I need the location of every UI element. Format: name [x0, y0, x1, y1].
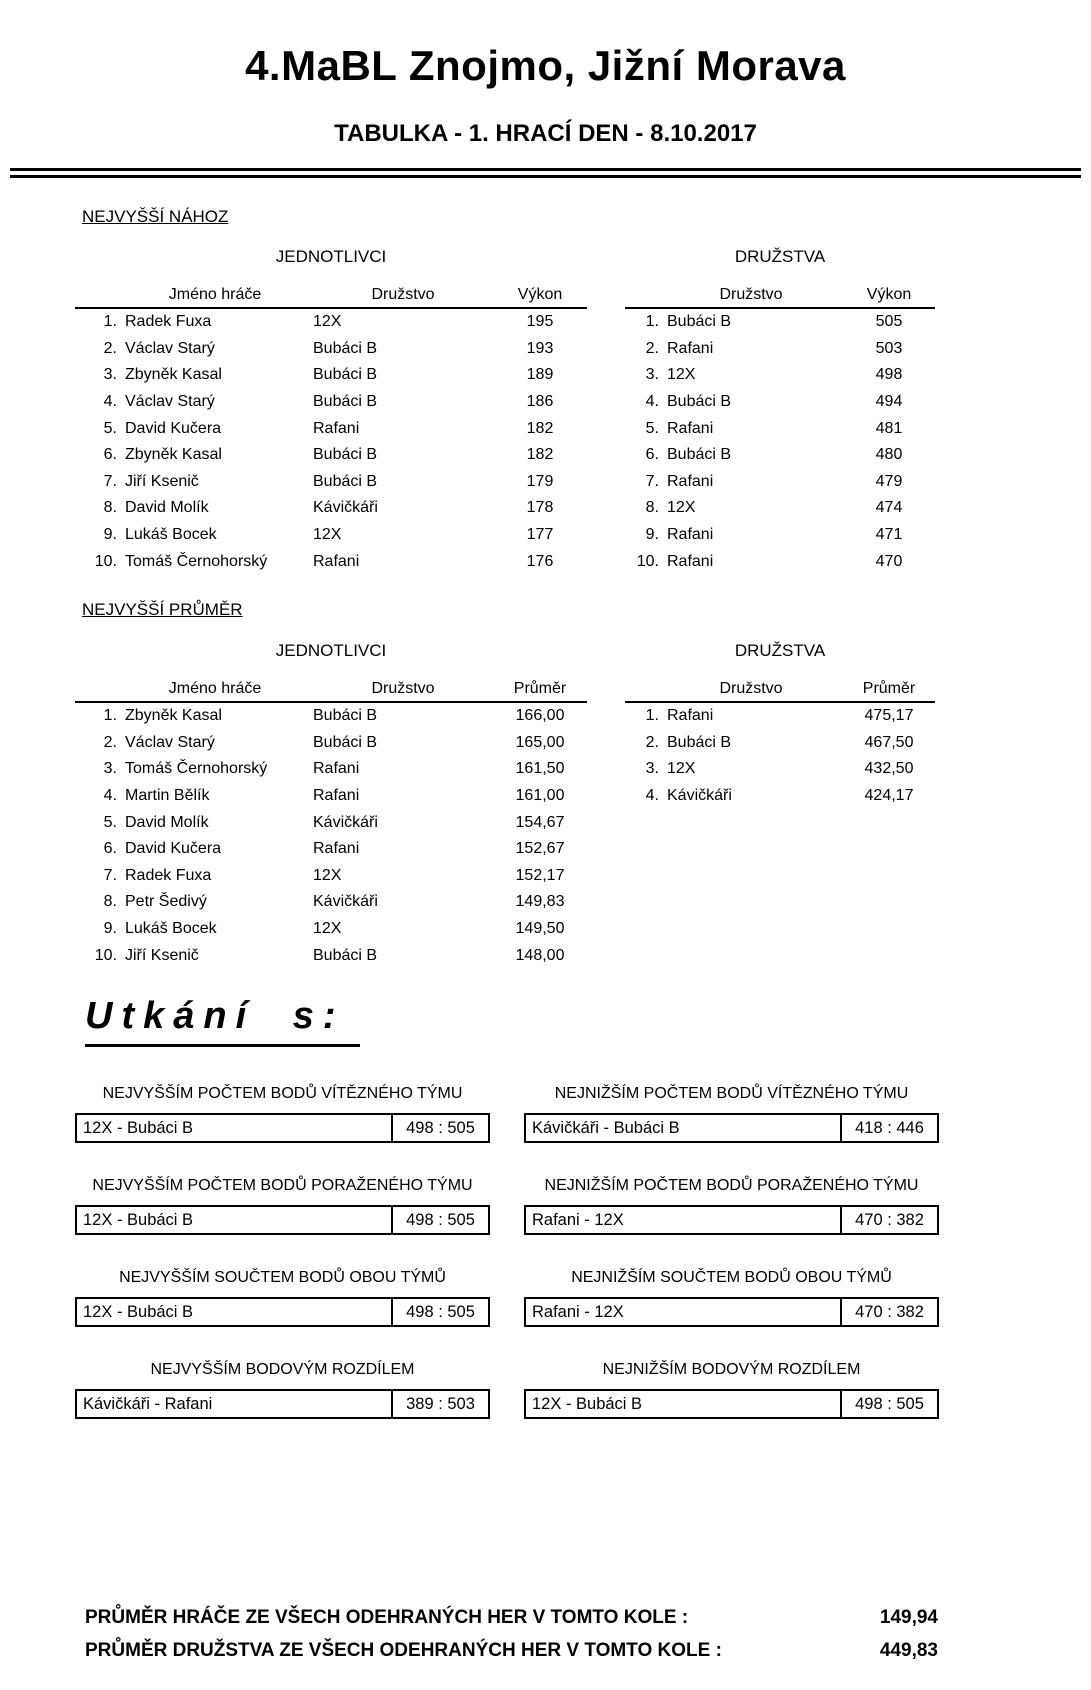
match-record [524, 1175, 939, 1235]
team-name: Kávičkáři [667, 787, 732, 805]
title-separator [10, 168, 1081, 178]
player-name: Václav Starý [125, 393, 215, 411]
rank: 7. [103, 866, 117, 884]
rank: 5. [103, 813, 117, 831]
match-score: 498 : 505 [391, 1115, 488, 1141]
rank: 2. [645, 733, 659, 751]
match-record-label: NEJNIŽŠÍM POČTEM BODŮ VÍTĚZNÉHO TÝMU [554, 1085, 909, 1102]
table-row [75, 548, 587, 575]
value: 149,83 [515, 893, 565, 911]
value: 471 [875, 526, 903, 544]
rank: 1. [103, 707, 117, 725]
player-name: Jiří Ksenič [125, 472, 199, 490]
player-name: Radek Fuxa [125, 313, 212, 331]
match-record [75, 1083, 490, 1143]
match-teams: 12X - Bubáci B [83, 1119, 194, 1137]
value: 498 [875, 366, 903, 384]
match-record [524, 1267, 939, 1327]
table-row [75, 889, 587, 916]
player-name: Zbyněk Kasal [125, 366, 222, 384]
table-header-row [75, 675, 587, 703]
match-record-box [524, 1205, 939, 1235]
rank: 7. [645, 472, 659, 490]
column-header-player-name: Jméno hráče [168, 680, 262, 697]
player-name: David Kučera [125, 840, 222, 858]
rank: 3. [645, 366, 659, 384]
match-record-label: NEJVYŠŠÍM POČTEM BODŮ PORAŽENÉHO TÝMU [92, 1177, 473, 1194]
section-heading-highest-average: NEJVYŠŠÍ PRŮMĚR [82, 600, 243, 619]
table-row [625, 442, 935, 469]
table-row [625, 548, 935, 575]
page-title: 4.MaBL Znojmo, Jižní Morava [245, 42, 846, 89]
team-name: Kávičkáři [313, 813, 378, 831]
rank: 3. [103, 366, 117, 384]
table-row [75, 309, 587, 336]
team-name: Rafani [667, 339, 714, 357]
match-record-box [524, 1389, 939, 1419]
table-row [75, 469, 587, 496]
value: 152,67 [515, 840, 565, 858]
table-header-row [625, 675, 935, 703]
team-name: Kávičkáři [313, 499, 378, 517]
match-record-label: NEJNIŽŠÍM BODOVÝM ROZDÍLEM [602, 1361, 861, 1378]
rank: 2. [645, 339, 659, 357]
rank: 9. [103, 920, 117, 938]
table-row [75, 522, 587, 549]
player-name: Václav Starý [125, 733, 215, 751]
table-row [75, 730, 587, 757]
table-row [625, 469, 935, 496]
team-name: Bubáci B [313, 707, 378, 725]
team-name: 12X [313, 920, 342, 938]
value: 481 [875, 419, 903, 437]
value: 475,17 [864, 707, 914, 725]
team-name: Bubáci B [313, 339, 378, 357]
value: 176 [526, 552, 554, 570]
match-record-label: NEJVYŠŠÍM SOUČTEM BODŮ OBOU TÝMŮ [119, 1269, 446, 1286]
match-record-box [75, 1389, 490, 1419]
value: 148,00 [515, 946, 565, 964]
rank: 4. [645, 393, 659, 411]
team-name: 12X [313, 313, 342, 331]
table-body [625, 309, 935, 575]
team-name: Bubáci B [667, 446, 732, 464]
team-name: Bubáci B [313, 366, 378, 384]
table-header-row [625, 281, 935, 309]
table-row [625, 783, 935, 810]
value: 195 [526, 313, 554, 331]
team-name: Bubáci B [313, 446, 378, 464]
table-row [625, 703, 935, 730]
caption-individuals: JEDNOTLIVCI [275, 247, 387, 266]
table-row [75, 362, 587, 389]
column-header-value: Výkon [517, 286, 563, 303]
summary-line [85, 1634, 938, 1667]
match-records-grid [75, 1083, 939, 1419]
rank: 10. [94, 946, 117, 964]
team-name: 12X [313, 866, 342, 884]
table-body [75, 703, 587, 969]
caption-teams: DRUŽSTVA [734, 641, 826, 660]
value: 161,00 [515, 787, 565, 805]
rank: 3. [103, 760, 117, 778]
match-record-label: NEJNIŽŠÍM SOUČTEM BODŮ OBOU TÝMŮ [571, 1269, 892, 1286]
table-row [75, 389, 587, 416]
team-name: Rafani [313, 552, 360, 570]
team-name: Rafani [313, 419, 360, 437]
team-name: Rafani [667, 552, 714, 570]
team-name: Bubáci B [313, 472, 378, 490]
player-name: Lukáš Bocek [125, 920, 217, 938]
value: 179 [526, 472, 554, 490]
table-row [625, 415, 935, 442]
match-teams: Kávičkáři - Bubáci B [532, 1119, 680, 1137]
value: 178 [526, 499, 554, 517]
match-record-box [524, 1113, 939, 1143]
rank: 8. [103, 893, 117, 911]
value: 182 [526, 446, 554, 464]
team-name: Bubáci B [667, 733, 732, 751]
value: 494 [875, 393, 903, 411]
team-name: 12X [667, 366, 696, 384]
table-row [625, 495, 935, 522]
match-record-box [75, 1113, 490, 1143]
table-header-row [75, 281, 587, 309]
summary-footer [85, 1601, 938, 1667]
match-record [524, 1083, 939, 1143]
value: 432,50 [864, 760, 914, 778]
rank: 6. [645, 446, 659, 464]
column-header-team: Družstvo [719, 286, 783, 303]
rank: 5. [645, 419, 659, 437]
rank: 7. [103, 472, 117, 490]
table-row [75, 415, 587, 442]
matches-heading: Utkání s: [85, 995, 360, 1047]
column-header-team: Družstvo [371, 286, 435, 303]
match-record [75, 1175, 490, 1235]
match-record [75, 1359, 490, 1419]
player-name: Jiří Ksenič [125, 946, 199, 964]
team-name: Kávičkáři [313, 893, 378, 911]
value: 424,17 [864, 787, 914, 805]
highest-average-individuals-table [75, 675, 587, 969]
player-name: Tomáš Černohorský [125, 760, 268, 778]
player-name: Lukáš Bocek [125, 526, 217, 544]
rank: 3. [645, 760, 659, 778]
table-row [625, 756, 935, 783]
match-score: 389 : 503 [391, 1391, 488, 1417]
highest-game-teams-table [625, 281, 935, 575]
rank: 2. [103, 339, 117, 357]
player-name: Václav Starý [125, 339, 215, 357]
value: 186 [526, 393, 554, 411]
table-row [75, 809, 587, 836]
match-record [524, 1359, 939, 1419]
match-score: 498 : 505 [840, 1391, 937, 1417]
value: 193 [526, 339, 554, 357]
caption-teams: DRUŽSTVA [734, 247, 826, 266]
summary-value: 449,83 [879, 1640, 938, 1661]
rank: 10. [636, 552, 659, 570]
team-name: Bubáci B [313, 946, 378, 964]
column-header-player-name: Jméno hráče [168, 286, 262, 303]
player-name: Zbyněk Kasal [125, 446, 222, 464]
page-subtitle: TABULKA - 1. HRACÍ DEN - 8.10.2017 [334, 120, 757, 147]
match-teams: Rafani - 12X [532, 1303, 624, 1321]
rank: 2. [103, 733, 117, 751]
match-teams: 12X - Bubáci B [83, 1211, 194, 1229]
value: 177 [526, 526, 554, 544]
highest-game-individuals-table [75, 281, 587, 575]
value: 480 [875, 446, 903, 464]
value: 152,17 [515, 866, 565, 884]
value: 161,50 [515, 760, 565, 778]
player-name: Tomáš Černohorský [125, 552, 268, 570]
match-record-box [75, 1205, 490, 1235]
summary-value: 149,94 [879, 1607, 938, 1628]
table-row [75, 916, 587, 943]
match-record [75, 1267, 490, 1327]
value: 470 [875, 552, 903, 570]
table-row [75, 495, 587, 522]
summary-line [85, 1601, 938, 1634]
rank: 4. [645, 787, 659, 805]
value: 505 [875, 313, 903, 331]
match-score: 470 : 382 [840, 1207, 937, 1233]
table-row [625, 522, 935, 549]
team-name: Bubáci B [313, 733, 378, 751]
value: 467,50 [864, 733, 914, 751]
rank: 10. [94, 552, 117, 570]
rank: 1. [103, 313, 117, 331]
match-teams: Rafani - 12X [532, 1211, 624, 1229]
match-score: 498 : 505 [391, 1299, 488, 1325]
match-teams: 12X - Bubáci B [83, 1303, 194, 1321]
match-record-box [524, 1297, 939, 1327]
rank: 6. [103, 446, 117, 464]
match-record-label: NEJVYŠŠÍM BODOVÝM ROZDÍLEM [150, 1361, 415, 1378]
table-row [625, 362, 935, 389]
match-record-label: NEJVYŠŠÍM POČTEM BODŮ VÍTĚZNÉHO TÝMU [102, 1085, 463, 1102]
value: 503 [875, 339, 903, 357]
team-name: Rafani [313, 787, 360, 805]
column-header-value: Průměr [513, 680, 567, 697]
team-name: 12X [667, 760, 696, 778]
column-header-value: Výkon [866, 286, 912, 303]
summary-label: PRŮMĚR DRUŽSTVA ZE VŠECH ODEHRANÝCH HER V TOMTO KOLE : [85, 1640, 722, 1661]
caption-individuals: JEDNOTLIVCI [275, 641, 387, 660]
table-row [625, 730, 935, 757]
match-record-label: NEJNIŽŠÍM POČTEM BODŮ PORAŽENÉHO TÝMU [544, 1177, 919, 1194]
rank: 1. [645, 707, 659, 725]
table-row [75, 863, 587, 890]
value: 189 [526, 366, 554, 384]
table-body [625, 703, 935, 809]
team-name: Rafani [667, 526, 714, 544]
player-name: David Molík [125, 499, 209, 517]
player-name: Zbyněk Kasal [125, 707, 222, 725]
player-name: Radek Fuxa [125, 866, 212, 884]
match-record-box [75, 1297, 490, 1327]
rank: 9. [103, 526, 117, 544]
value: 149,50 [515, 920, 565, 938]
team-name: Rafani [667, 472, 714, 490]
column-header-team: Družstvo [719, 680, 783, 697]
team-name: Rafani [667, 419, 714, 437]
team-name: Rafani [313, 840, 360, 858]
table-row [625, 309, 935, 336]
table-row [75, 336, 587, 363]
value: 154,67 [515, 813, 565, 831]
section-heading-highest-game: NEJVYŠŠÍ NÁHOZ [82, 207, 229, 226]
rank: 6. [103, 840, 117, 858]
table-row [75, 756, 587, 783]
value: 182 [526, 419, 554, 437]
table-row [75, 703, 587, 730]
highest-average-teams-table [625, 675, 935, 809]
player-name: Martin Bělík [125, 787, 210, 805]
match-score: 498 : 505 [391, 1207, 488, 1233]
table-row [75, 442, 587, 469]
rank: 4. [103, 787, 117, 805]
match-score: 418 : 446 [840, 1115, 937, 1141]
match-score: 470 : 382 [840, 1299, 937, 1325]
value: 165,00 [515, 733, 565, 751]
summary-label: PRŮMĚR HRÁČE ZE VŠECH ODEHRANÝCH HER V TOMTO KOLE : [85, 1607, 689, 1628]
team-name: Bubáci B [667, 313, 732, 331]
player-name: David Molík [125, 813, 209, 831]
rank: 9. [645, 526, 659, 544]
column-header-value: Průměr [862, 680, 916, 697]
table-row [625, 389, 935, 416]
rank: 1. [645, 313, 659, 331]
match-teams: Kávičkáři - Rafani [83, 1395, 213, 1413]
table-body [75, 309, 587, 575]
value: 166,00 [515, 707, 565, 725]
table-row [75, 836, 587, 863]
team-name: Rafani [313, 760, 360, 778]
player-name: David Kučera [125, 419, 222, 437]
table-row [625, 336, 935, 363]
team-name: 12X [313, 526, 342, 544]
team-name: Rafani [667, 707, 714, 725]
team-name: Bubáci B [313, 393, 378, 411]
team-name: Bubáci B [667, 393, 732, 411]
rank: 8. [103, 499, 117, 517]
rank: 8. [645, 499, 659, 517]
rank: 5. [103, 419, 117, 437]
value: 479 [875, 472, 903, 490]
table-row [75, 783, 587, 810]
match-teams: 12X - Bubáci B [532, 1395, 643, 1413]
table-row [75, 942, 587, 969]
column-header-team: Družstvo [371, 680, 435, 697]
value: 474 [875, 499, 903, 517]
rank: 4. [103, 393, 117, 411]
player-name: Petr Šedivý [125, 893, 207, 911]
team-name: 12X [667, 499, 696, 517]
